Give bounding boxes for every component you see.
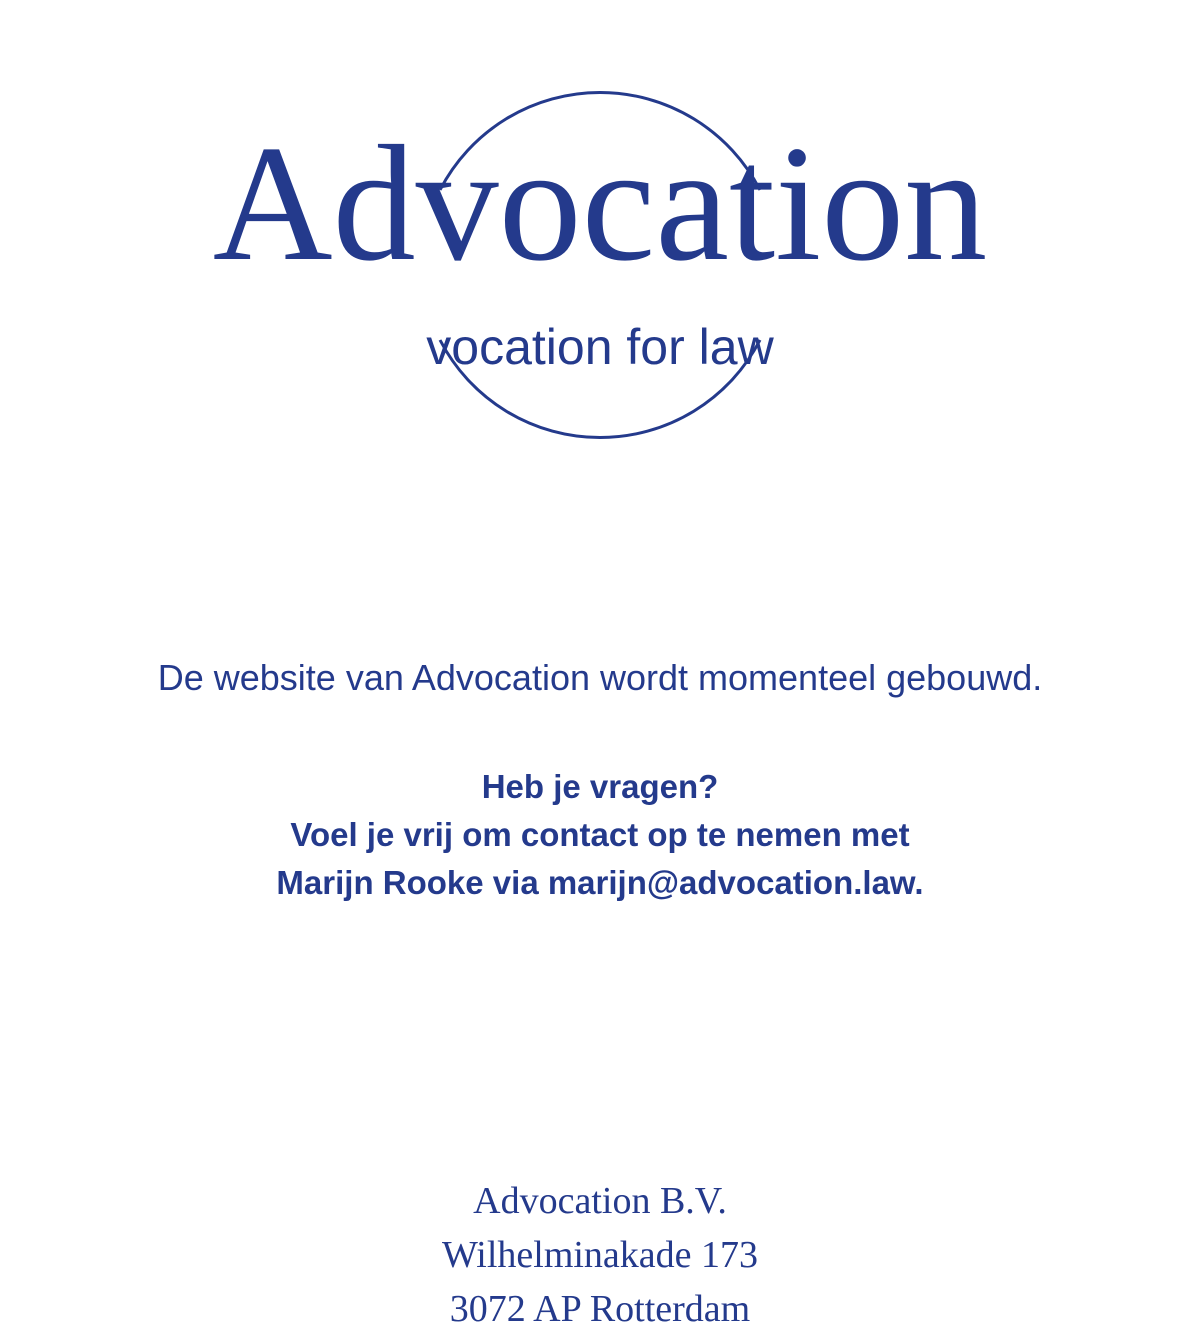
message-lead: De website van Advocation wordt momenteel gebouwd. bbox=[157, 657, 1043, 698]
message-contact-line-2: Marijn Rooke via marijn@advocation.law. bbox=[276, 863, 924, 901]
address-city: 3072 AP Rotterdam bbox=[449, 1287, 751, 1330]
brand-tagline: vocation for law bbox=[426, 319, 774, 375]
message-spacer bbox=[0, 701, 1200, 763]
address-company: Advocation B.V. bbox=[473, 1180, 727, 1222]
address-street: Wilhelminakade 173 bbox=[441, 1233, 759, 1276]
message-contact-line-1: Voel je vrij om contact op te nemen met bbox=[290, 815, 910, 853]
message-block bbox=[0, 655, 1200, 907]
address-block bbox=[0, 1175, 1200, 1337]
logo-block bbox=[0, 0, 1200, 540]
brand-wordmark: Advocation bbox=[212, 111, 988, 295]
message-question: Heb je vragen? bbox=[481, 768, 719, 806]
